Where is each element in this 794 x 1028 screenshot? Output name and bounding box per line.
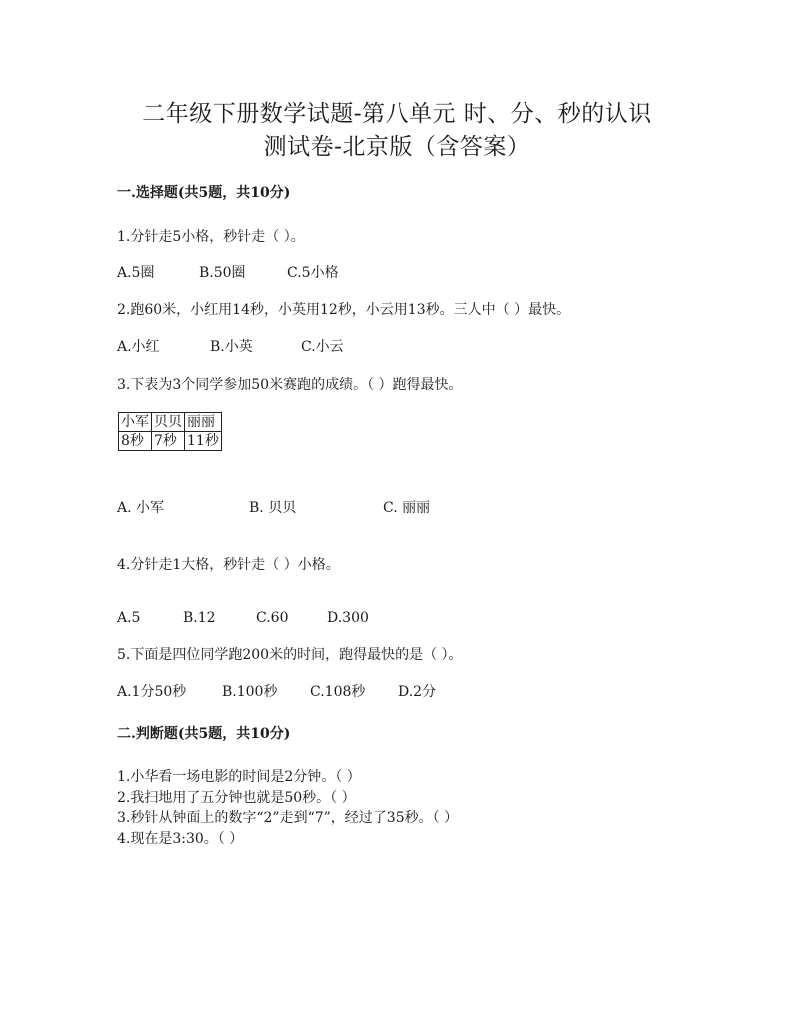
section2-heading: 二.判断题(共5题，共10分) [117, 726, 291, 742]
question-1-text: 1.分针走5小格，秒针走（ ）。 [117, 229, 305, 245]
doc-title-line2: 测试卷-北京版（含答案） [263, 134, 531, 160]
question-2-option-a: A.小红 [117, 339, 160, 355]
table-cell: 8秒 [119, 432, 152, 451]
table-row [119, 413, 222, 432]
race-results-table [118, 412, 222, 451]
question-1-option-a: A.5圈 [117, 265, 155, 281]
question-5-option-a: A.1分50秒 [117, 684, 187, 700]
question-2-text: 2.跑60米，小红用14秒，小英用12秒，小云用13秒。三人中（ ）最快。 [117, 302, 571, 318]
question-5-option-b: B.100秒 [222, 684, 278, 700]
question-1-option-c: C.5小格 [287, 265, 339, 281]
question-3-option-a: A. 小军 [117, 500, 165, 516]
question-2-option-c: C.小云 [301, 339, 344, 355]
table-cell: 小军 [119, 413, 152, 432]
judge-item-1: 1.小华看一场电影的时间是2分钟。（ ） [117, 769, 361, 785]
table-cell: 丽丽 [185, 413, 222, 432]
table-cell: 11秒 [185, 432, 222, 451]
question-3-text: 3.下表为3个同学参加50米赛跑的成绩。（ ）跑得最快。 [117, 377, 463, 393]
question-4-option-b: B.12 [183, 610, 216, 626]
question-4-text: 4.分针走1大格，秒针走（ ）小格。 [117, 557, 340, 573]
table-row [119, 432, 222, 451]
doc-title-line1: 二年级下册数学试题-第八单元 时、分、秒的认识 [142, 101, 652, 127]
question-4-option-c: C.60 [256, 610, 289, 626]
question-3-option-c: C. 丽丽 [383, 500, 431, 516]
question-5-text: 5.下面是四位同学跑200米的时间，跑得最快的是（ ）。 [117, 647, 463, 663]
question-4-option-d: D.300 [327, 610, 369, 626]
question-1-option-b: B.50圈 [199, 265, 246, 281]
question-3-option-b: B. 贝贝 [249, 500, 297, 516]
question-4-option-a: A.5 [117, 610, 141, 626]
table-cell: 贝贝 [152, 413, 185, 432]
judge-item-2: 2.我扫地用了五分钟也就是50秒。（ ） [117, 790, 356, 806]
judge-item-3: 3.秒针从钟面上的数字“2”走到“7”，经过了35秒。（ ） [117, 810, 459, 826]
question-2-option-b: B.小英 [210, 339, 253, 355]
table-cell: 7秒 [152, 432, 185, 451]
question-5-option-d: D.2分 [398, 684, 437, 700]
section1-heading: 一.选择题(共5题，共10分) [117, 185, 291, 201]
judge-item-4: 4.现在是3:30。（ ） [117, 831, 244, 847]
question-5-option-c: C.108秒 [310, 684, 366, 700]
